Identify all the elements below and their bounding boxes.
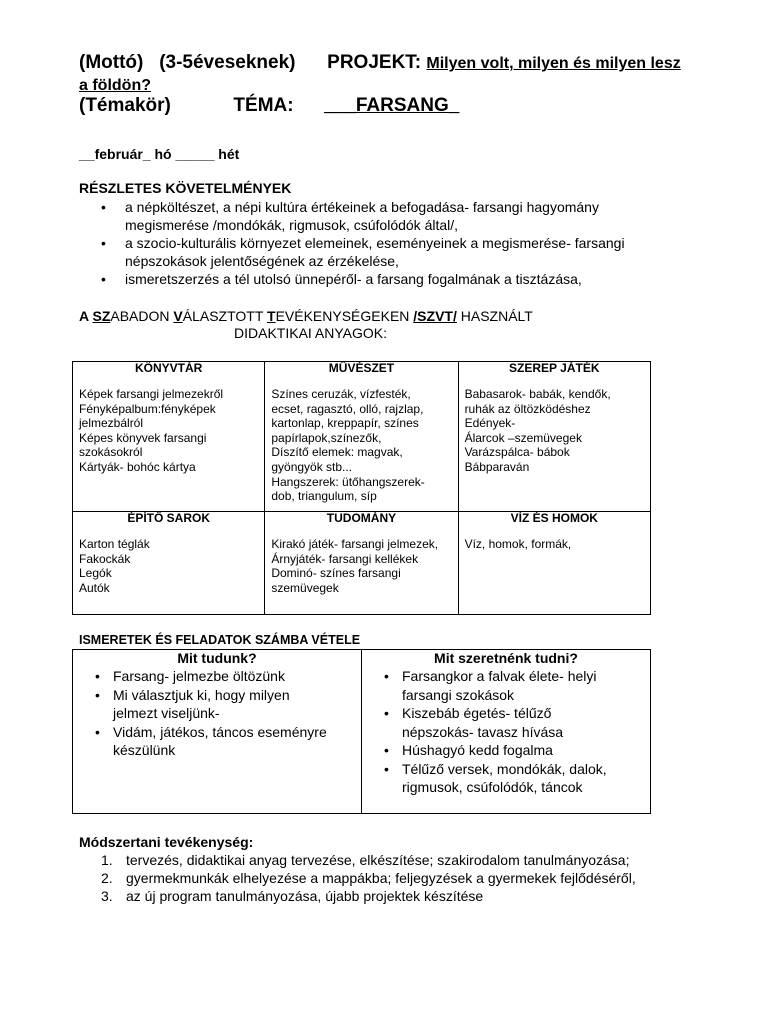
list-item: • a szocio-kulturális környezet elemeinek, eseményeinek a megismerése- farsangi népszokások jelentőségének az érzékelése, — [79, 234, 719, 270]
header-line-1 — [79, 52, 681, 74]
tema-label: TÉMA: — [233, 95, 294, 116]
methods-heading: Módszertani tevékenység: — [79, 834, 254, 850]
cell-title: MŰVÉSZET — [328, 361, 395, 375]
list-item: • Vidám, játékos, táncos eseményre készülünk — [73, 723, 361, 760]
szvt-heading: A SZABADON VÁLASZTOTT TEVÉKENYSÉGEKEN /SZVT/ HASZNÁLT — [79, 308, 533, 324]
cell-epito-sarok: ÉPÍTŐ SAROK Karton téglák Fakockák Legók Autók — [73, 512, 265, 615]
cell-konyvtar: KÖNYVTÁR Képek farsangi jelmezekről Fényképalbum:fényképek jelmezbálról Képes könyvek farsangi szokásokról Kártyák- bohóc kártya — [73, 362, 265, 512]
projekt-label: PROJEKT: — [327, 52, 422, 73]
list-item: • Kiszebáb égetés- télűző népszokás- tavasz hívása — [362, 704, 650, 741]
list-item: • Télűző versek, mondókák, dalok, rigmusok, csúfolódók, táncok — [362, 760, 650, 797]
projekt-title: Milyen volt, milyen és milyen lesz — [426, 55, 681, 72]
list-item: • Húshagyó kedd fogalma — [362, 741, 650, 760]
age-label: (3-5éveseknek) — [159, 52, 296, 73]
requirements-list — [79, 198, 719, 288]
szvt-subheading: DIDAKTIKAI ANYAGOK: — [234, 325, 388, 341]
list-item: • a népköltészet, a népi kultúra értékeinek a befogadása- farsangi hagyomány megismerése /mondókák, rigmusok, csúfolódók által/, — [79, 198, 719, 234]
cell-title: SZEREP JÁTÉK — [509, 361, 600, 375]
column-known — [73, 650, 362, 814]
list-item: • Farsangkor a falvak élete- helyi farsangi szokások — [362, 667, 650, 704]
list-item: 2. gyermekmunkák elhelyezése a mappákba; feljegyzések a gyermekek fejlődéséről, — [101, 870, 636, 886]
cell-title: ÉPÍTŐ SAROK — [127, 511, 211, 525]
knowledge-heading: ISMERETEK ÉS FELADATOK SZÁMBA VÉTELE — [79, 633, 361, 647]
temakor-label: (Témakör) — [79, 95, 171, 116]
list-item: 3. az új program tanulmányozása, újabb projektek készítése — [101, 888, 484, 904]
column-want-to-know — [361, 650, 650, 814]
materials-table — [72, 361, 651, 615]
cell-title: KÖNYVTÁR — [135, 361, 203, 375]
list-item: 1. tervezés, didaktikai anyag tervezése, elkészítése; szakirodalom tanulmányozása; — [101, 852, 630, 868]
known-list — [73, 667, 361, 760]
column-title: Mit szeretnénk tudni? — [434, 650, 578, 666]
column-title: Mit tudunk? — [177, 650, 257, 666]
methods-list — [79, 851, 739, 905]
want-list — [362, 667, 650, 797]
projekt-title-continued: a földön? — [79, 77, 151, 94]
tema-value: ___FARSANG_ — [324, 95, 460, 116]
cell-tudomany: TUDOMÁNY Kirakó játék- farsangi jelmezek, Árnyjáték- farsangi kellékek Dominó- színes farsangi szemüvegek — [265, 512, 458, 615]
list-item: • Farsang- jelmezbe öltözünk — [73, 667, 361, 686]
cell-title: VÍZ ÉS HOMOK — [510, 511, 598, 525]
cell-title: TUDOMÁNY — [326, 511, 397, 525]
list-item: • ismeretszerzés a tél utolsó ünnepéről- a farsang fogalmának a tisztázása, — [79, 270, 719, 288]
cell-muveszet: MŰVÉSZET Színes ceruzák, vízfesték, ecset, ragasztó, olló, rajzlap, kartonlap, kreppapír, színes papírlapok,színezők, Díszítő elemek: magvak, gyöngyök stb... Hangszerek: ütőhangszerek- dob, triangulum, síp — [265, 362, 458, 512]
header-line-3 — [79, 95, 459, 117]
requirements-heading: RÉSZLETES KÖVETELMÉNYEK — [79, 180, 292, 196]
list-item: • Mi választjuk ki, hogy milyen jelmezt viseljünk- — [73, 686, 361, 723]
cell-viz-es-homok: VÍZ ÉS HOMOK Víz, homok, formák, — [458, 512, 650, 615]
knowledge-table — [72, 649, 651, 814]
date-line: __február_ hó _____ hét — [79, 146, 240, 162]
cell-szerep-jatek: SZEREP JÁTÉK Babasarok- babák, kendők, ruhák az öltözködéshez Edények- Álarcok –szemüvegek Varázspálca- bábok Bábparaván — [458, 362, 650, 512]
motto-label: (Mottó) — [79, 52, 144, 73]
